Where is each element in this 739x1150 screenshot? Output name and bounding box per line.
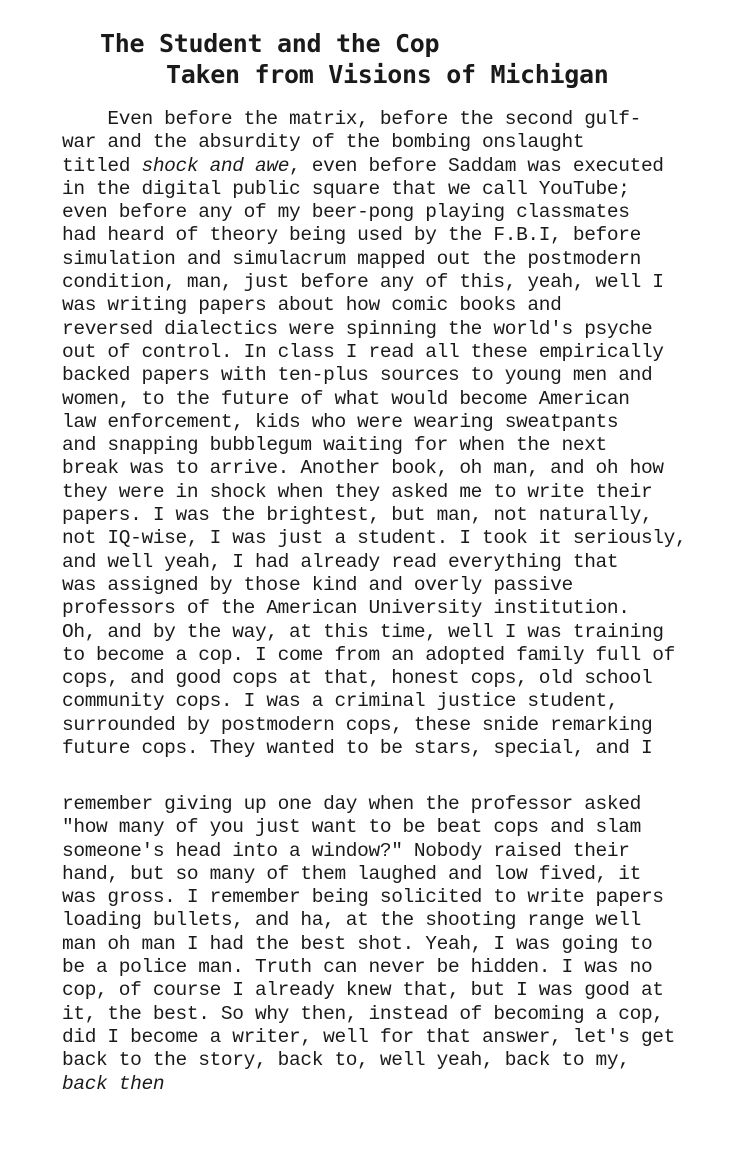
line-text: titled — [62, 154, 142, 177]
text-line: out of control. In class I read all these empirically — [62, 340, 664, 363]
text-line: be a police man. Truth can never be hidden. I was no — [62, 956, 653, 979]
text-line: was gross. I remember being solicited to write papers — [62, 886, 664, 909]
text-line: professors of the American University institution. — [62, 597, 630, 620]
text-line: was assigned by those kind and overly passive — [62, 573, 573, 596]
text-line: law enforcement, kids who were wearing sweatpants — [62, 410, 619, 433]
text-line: to become a cop. I come from an adopted family full of — [62, 643, 676, 666]
text-line: not IQ-wise, I was just a student. I took it seriously, — [62, 527, 687, 550]
paragraph-continuation — [62, 793, 739, 1096]
text-line: had heard of theory being used by the F.B.I, before — [62, 224, 641, 247]
text-line: community cops. I was a criminal justice student, — [62, 690, 619, 713]
text-line: did I become a writer, well for that answer, let's get — [62, 1025, 676, 1048]
text-line: it, the best. So why then, instead of becoming a cop, — [62, 1002, 664, 1025]
text-line: they were in shock when they asked me to write their — [62, 480, 653, 503]
text-line: was writing papers about how comic books and — [62, 294, 562, 317]
text-line: Even before the matrix, before the second gulf- — [62, 108, 641, 130]
paragraph-first-column — [62, 108, 739, 760]
line-text: , even before Saddam was executed — [289, 154, 664, 177]
text-line: break was to arrive. Another book, oh man, and oh how — [62, 457, 664, 480]
text-line: and snapping bubblegum waiting for when the next — [62, 434, 607, 457]
text-line: surrounded by postmodern cops, these snide remarking — [62, 713, 653, 736]
document-title — [100, 28, 609, 90]
text-line: simulation and simulacrum mapped out the postmodern — [62, 247, 641, 270]
title-line: The Student and the Cop — [100, 29, 440, 58]
italic-phrase: shock and awe — [141, 154, 290, 177]
subtitle-line: Taken from Visions of Michigan — [166, 60, 609, 89]
text-line: even before any of my beer-pong playing classmates — [62, 201, 630, 224]
text-line: and well yeah, I had already read everything that — [62, 550, 619, 573]
text-line: back to the story, back to, well yeah, back to my, — [62, 1049, 630, 1072]
text-line: cops, and good cops at that, honest cops, old school — [62, 667, 653, 690]
text-line — [62, 1073, 739, 1096]
text-line: Oh, and by the way, at this time, well I was training — [62, 620, 664, 643]
text-line: condition, man, just before any of this, yeah, well I — [62, 271, 664, 294]
text-line: women, to the future of what would become American — [62, 387, 630, 410]
text-line: in the digital public square that we call YouTube; — [62, 177, 630, 200]
text-line: cop, of course I already knew that, but I was good at — [62, 979, 664, 1002]
text-line: loading bullets, and ha, at the shooting range well — [62, 909, 641, 932]
text-line: backed papers with ten-plus sources to young men and — [62, 364, 653, 387]
text-line: remember giving up one day when the professor asked — [62, 793, 641, 815]
text-line: war and the absurdity of the bombing onslaught — [62, 131, 585, 154]
text-line: papers. I was the brightest, but man, not naturally, — [62, 504, 653, 527]
text-line: future cops. They wanted to be stars, special, and I — [62, 737, 653, 760]
text-line: someone's head into a window?" Nobody raised their — [62, 839, 630, 862]
text-line: "how many of you just want to be beat cops and slam — [62, 816, 641, 839]
italic-phrase: back then — [62, 1072, 165, 1095]
text-line — [62, 155, 739, 178]
text-line: hand, but so many of them laughed and low fived, it — [62, 862, 641, 885]
text-line: reversed dialectics were spinning the world's psyche — [62, 317, 653, 340]
text-line: man oh man I had the best shot. Yeah, I was going to — [62, 932, 653, 955]
